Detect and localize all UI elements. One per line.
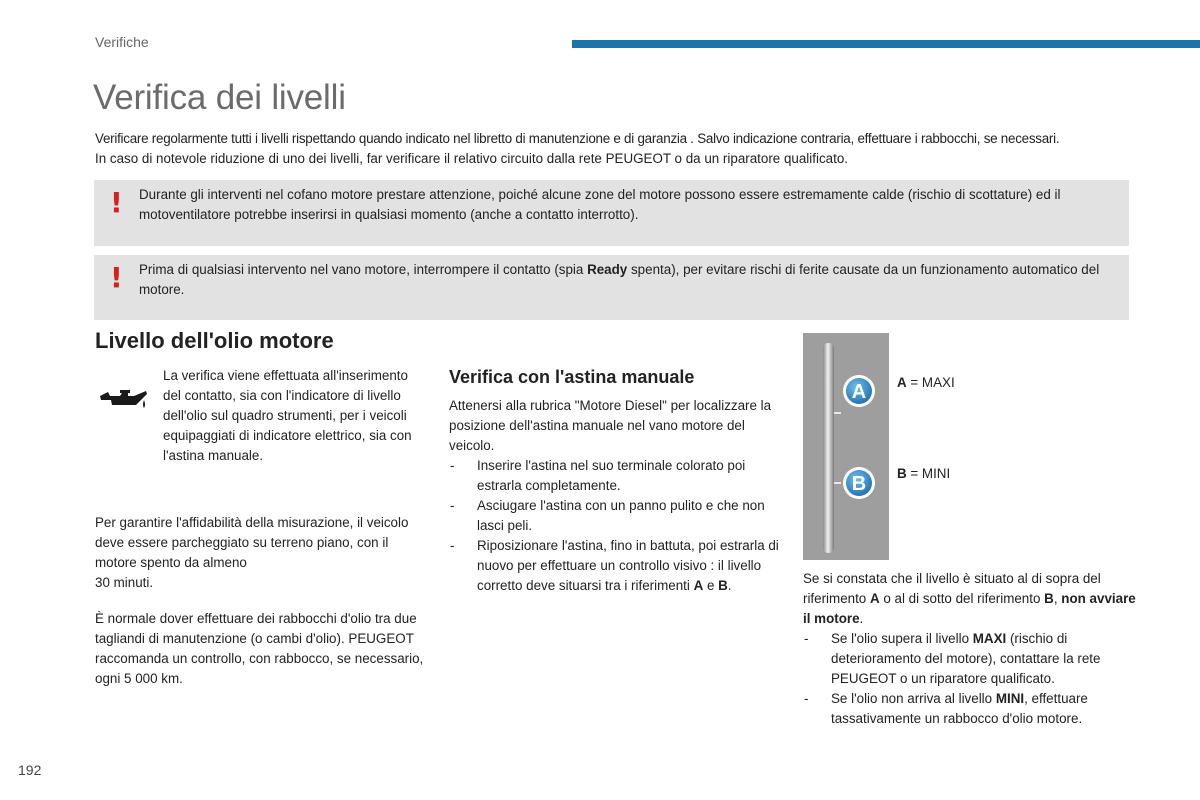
warning-text: Durante gli interventi nel cofano motore prestare attenzione, poiché alcune zone del motore possono essere estremamente calde (rischio di scottature) ed il motoventilatore potrebbe inserirsi in qualsiasi momento (anche a contatto interrotto).: [139, 187, 1061, 222]
step-text: Riposizionare l'astina, fino in battuta, poi estrarla di nuovo per effettuare un controllo visivo : il livello corretto deve situarsi tra i riferimenti: [477, 538, 779, 593]
dipstick-instructions: [449, 396, 779, 596]
mini-label: MINI: [995, 691, 1025, 706]
ref-b: B: [1044, 591, 1054, 606]
page-title: Verifica dei livelli: [93, 78, 346, 117]
dipstick-intro: Attenersi alla rubrica "Motore Diesel" per localizzare la posizione dell'astina manuale nel vano motore del veicolo.: [449, 398, 772, 453]
action-text: (rischio di deterioramento del motore), contattare la rete PEUGEOT o un riparatore qualificato.: [831, 631, 1101, 686]
dipstick-steps: [449, 456, 779, 596]
ref-b: B: [718, 578, 728, 593]
list-item: [803, 689, 1143, 729]
header-accent-bar: [572, 40, 1200, 48]
section-label: Verifiche: [95, 34, 149, 50]
ref-a: A: [693, 578, 704, 593]
level-paragraph: [803, 569, 1143, 629]
dipstick-heading: Verifica con l'astina manuale: [449, 367, 695, 387]
do-not-start-warning: non avviare il motore: [803, 591, 1136, 626]
level-text: o al di sotto del riferimento: [879, 591, 1045, 606]
level-text: ,: [1053, 591, 1058, 606]
oil-can-icon: [98, 386, 150, 414]
level-interpretation: [803, 569, 1143, 729]
step-text: e: [703, 578, 719, 593]
intro-line-1: Verificare regolarmente tutti i livelli rispettando quando indicato nel libretto di manutenzione e di garanzia . Salvo indicazione contraria, effettuare i rabbocchi, se necessari.: [95, 131, 1060, 146]
action-text: Se l'olio supera il livello: [831, 631, 973, 646]
marker-a-icon: A: [851, 381, 867, 403]
legend-b-label: B: [897, 466, 907, 481]
oil-level-heading: Livello dell'olio motore: [95, 328, 334, 353]
warning-text: [139, 260, 1114, 300]
level-text: .: [859, 611, 864, 626]
measurement-reliability-text: [95, 513, 425, 593]
legend-mini: [897, 466, 950, 481]
dipstick-drawing: [803, 333, 889, 560]
measurement-text-b: 30 minuti.: [95, 575, 154, 590]
step-text: .: [727, 578, 732, 593]
list-item: - Asciugare l'astina con un panno pulito e che non lasci peli.: [449, 496, 779, 536]
marker-b-icon: B: [851, 473, 867, 495]
intro-line-2: In caso di notevole riduzione di uno dei livelli, far verificare il relativo circuito dalla rete PEUGEOT o da un riparatore qualificato.: [95, 151, 848, 166]
level-actions: [803, 629, 1143, 729]
list-item: [803, 629, 1143, 689]
list-item: - Inserire l'astina nel suo terminale colorato poi estrarla completamente.: [449, 456, 779, 496]
legend-a-label: A: [897, 375, 907, 390]
warning-exclamation-icon: !: [110, 186, 123, 219]
topping-up-text: È normale dover effettuare dei rabbocchi d'olio tra due tagliandi di manutenzione (o cambi d'olio). PEUGEOT raccomanda un controllo, con rabbocco, se necessario, ogni 5 000 km.: [95, 611, 424, 686]
oil-check-description: La verifica viene effettuata all'inserimento del contatto, sia con l'indicatore di livello dell'olio sul quadro strumenti, per i veicoli equipaggiati di indicatore elettrico, sia con l'astina manuale.: [163, 368, 412, 463]
intro-text: [95, 129, 1155, 169]
list-item: [449, 536, 779, 596]
warning-exclamation-icon: !: [110, 261, 123, 294]
warning-text-part: Prima di qualsiasi intervento nel vano motore, interrompere il contatto (spia: [139, 262, 588, 277]
action-text: , effettuare tassativamente un rabbocco d'olio motore.: [831, 691, 1088, 726]
warning-text-part: spenta), per evitare rischi di ferite causate da un funzionamento automatico del motore.: [139, 262, 1100, 297]
level-text: Se si constata che il livello è situato al di sopra del riferimento: [803, 571, 1101, 606]
warning-box-hot-engine: [94, 180, 1129, 246]
dipstick-illustration: [803, 333, 889, 560]
ready-lamp-label: Ready: [587, 262, 628, 277]
page-number: 192: [18, 762, 42, 778]
action-text: Se l'olio non arriva al livello: [831, 691, 996, 706]
ref-a: A: [869, 591, 880, 606]
legend-a-text: = MAXI: [906, 375, 955, 390]
legend-b-text: = MINI: [906, 466, 951, 481]
legend-maxi: [897, 375, 955, 390]
measurement-text-a: Per garantire l'affidabilità della misurazione, il veicolo deve essere parcheggiato su terreno piano, con il motore spento da almeno: [95, 515, 409, 570]
maxi-label: MAXI: [972, 631, 1007, 646]
warning-box-ignition-off: [94, 255, 1129, 320]
